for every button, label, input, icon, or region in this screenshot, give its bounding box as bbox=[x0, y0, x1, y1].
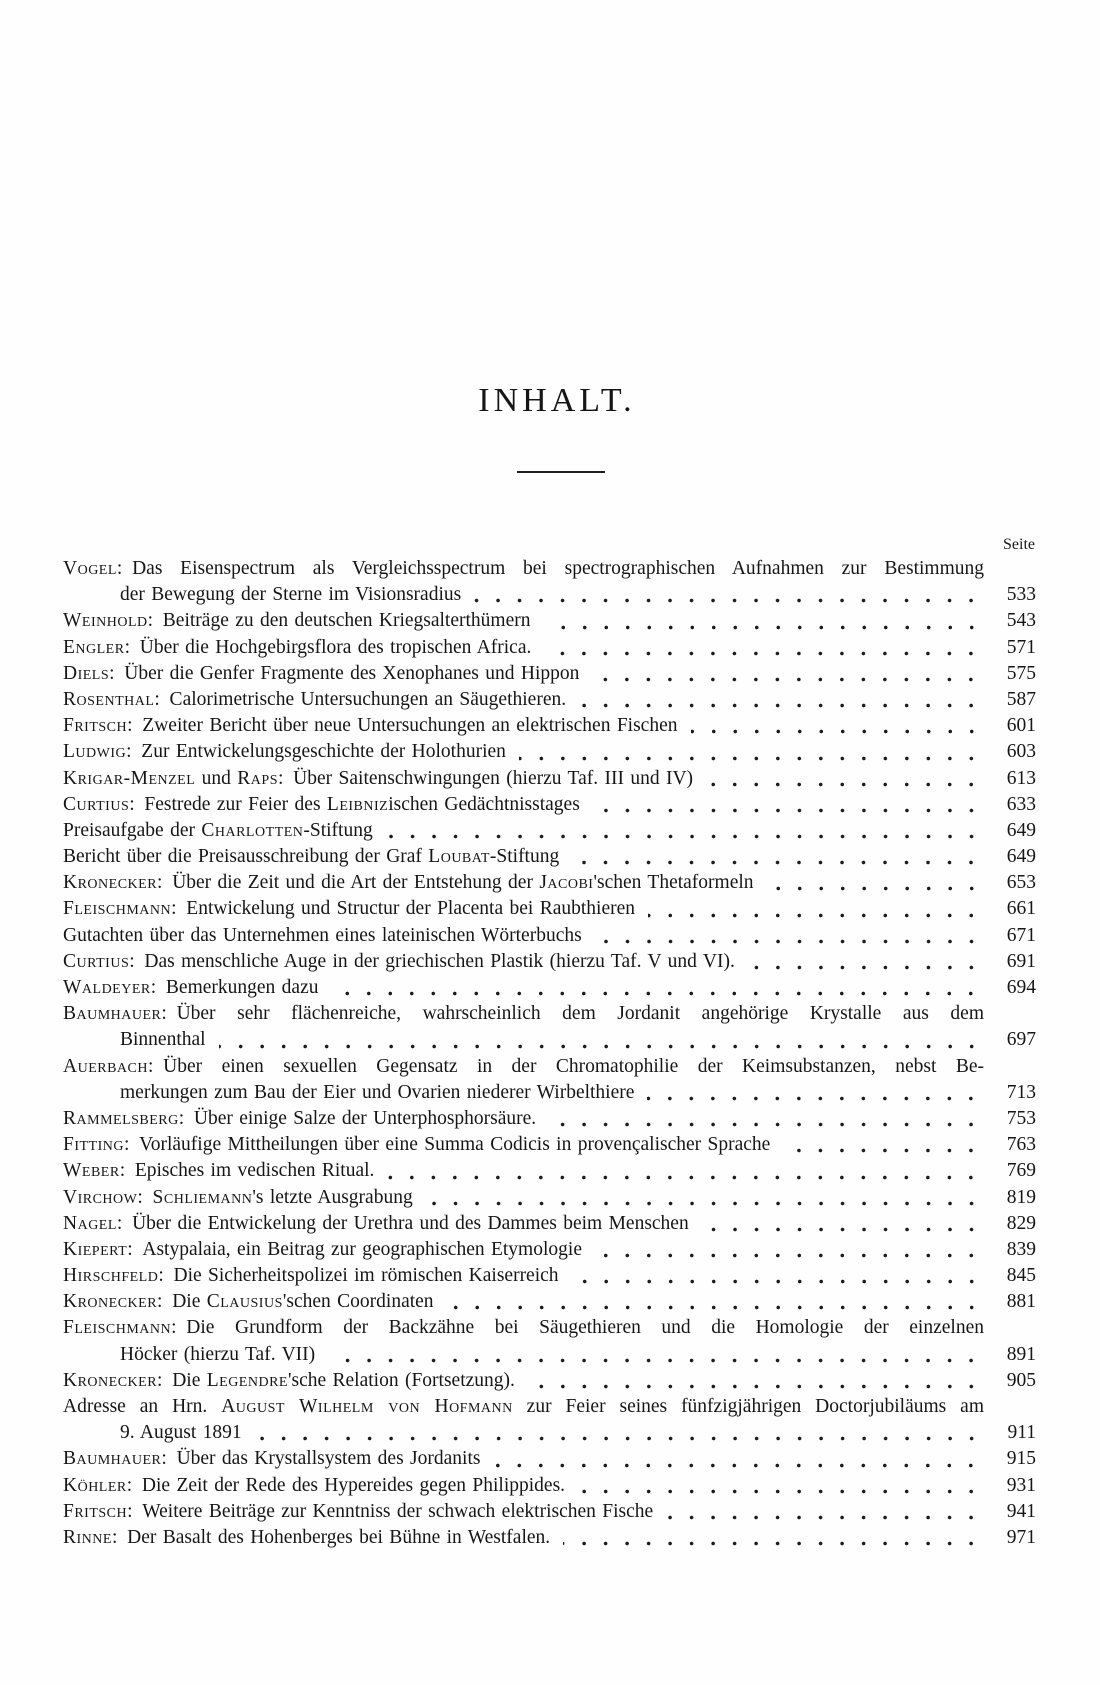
page-number: 753 bbox=[1006, 1107, 1036, 1129]
right-margin-spacer bbox=[984, 1394, 1036, 1420]
entry-name-smallcaps: Weinhold bbox=[63, 610, 148, 632]
toc-line bbox=[63, 687, 1036, 713]
entry-title-text: : Über Saitenschwingungen (hierzu Taf. III und IV) bbox=[278, 767, 694, 789]
entry-title-text: : Die Zeit der Rede des Hypereides gegen Philippides. bbox=[126, 1474, 566, 1496]
dot-leader bbox=[219, 1027, 982, 1053]
dot-leader bbox=[328, 1342, 982, 1368]
entry-text bbox=[63, 1054, 984, 1080]
dot-leader bbox=[647, 1080, 982, 1106]
toc-line bbox=[63, 870, 1036, 896]
toc-line bbox=[63, 844, 1036, 870]
page-number: 845 bbox=[1006, 1265, 1036, 1287]
entry-text bbox=[63, 1473, 565, 1499]
entry-text bbox=[63, 844, 559, 870]
page-number: 649 bbox=[1006, 846, 1036, 868]
entry-text bbox=[63, 1185, 413, 1211]
entry-title-text: 9. August 1891 bbox=[120, 1422, 242, 1444]
toc-line bbox=[63, 1237, 1036, 1263]
entry-name-smallcaps: Kronecker bbox=[63, 1291, 158, 1313]
entry-name-smallcaps: Loubat bbox=[428, 846, 490, 868]
dot-leader bbox=[767, 870, 982, 896]
entry-name-smallcaps: Leibniz bbox=[326, 793, 389, 815]
entry-text bbox=[63, 1315, 984, 1341]
entry-text bbox=[63, 1368, 515, 1394]
entry-text bbox=[63, 556, 984, 582]
dot-leader bbox=[593, 792, 982, 818]
dot-leader bbox=[528, 1368, 982, 1394]
entry-text bbox=[63, 1106, 536, 1132]
toc-line bbox=[63, 1473, 1036, 1499]
entry-title-text: Binnenthal bbox=[120, 1029, 206, 1051]
entry-title-text: : Über das Krystallsystem des Jordanits bbox=[161, 1448, 481, 1470]
toc-line bbox=[63, 1132, 1036, 1158]
entry-name-smallcaps: Curtius bbox=[63, 950, 130, 972]
entry-title-text: : bbox=[137, 1186, 153, 1208]
entry-text bbox=[63, 975, 318, 1001]
entry-title-text: der Bewegung der Sterne im Visionsradius bbox=[120, 584, 462, 606]
toc-line bbox=[63, 1289, 1036, 1315]
entry-title-text: zur Feier seines fünfzigjährigen Doctorjubiläums am bbox=[512, 1396, 984, 1417]
page-number: 671 bbox=[1006, 924, 1036, 946]
entry-name-smallcaps: August Wilhelm von Hofmann bbox=[221, 1396, 513, 1417]
entry-text bbox=[63, 1446, 480, 1472]
entry-text bbox=[120, 1080, 634, 1106]
entry-name-smallcaps: Hirschfeld bbox=[63, 1265, 159, 1287]
page-number: 881 bbox=[1006, 1291, 1036, 1313]
entry-title-text: -Stiftung bbox=[303, 819, 373, 841]
toc-line bbox=[63, 556, 1036, 582]
page-number: 653 bbox=[1006, 872, 1036, 894]
entry-title-text: : Über sehr flächenreiche, wahrscheinlich dem Jordanit angehörige Krystalle aus dem bbox=[161, 1003, 984, 1025]
entry-title-text: : Die Sicherheitspolizei im römischen Kaiserreich bbox=[158, 1265, 559, 1287]
toc-entry-list bbox=[63, 556, 1036, 1551]
toc-line bbox=[63, 1368, 1036, 1394]
dot-leader bbox=[447, 1289, 982, 1315]
toc-line bbox=[63, 1001, 1036, 1027]
dot-leader bbox=[783, 1132, 982, 1158]
entry-name-smallcaps: Schliemann bbox=[152, 1186, 253, 1208]
page-number: 713 bbox=[1006, 1081, 1036, 1103]
toc-line bbox=[63, 739, 1036, 765]
dot-leader bbox=[519, 739, 982, 765]
dot-leader bbox=[544, 635, 982, 661]
toc-line bbox=[63, 1027, 1036, 1053]
entry-name-smallcaps: Ludwig bbox=[63, 741, 127, 763]
toc-line bbox=[63, 1054, 1036, 1080]
entry-title-text: : Festrede zur Feier des bbox=[129, 793, 327, 815]
entry-text bbox=[120, 1027, 206, 1053]
entry-title-text: Bericht über die Preisausschreibung der Graf bbox=[63, 846, 429, 868]
entry-text bbox=[63, 687, 566, 713]
entry-title-text: ischen Gedächtnisstages bbox=[388, 793, 580, 815]
title-divider-rule bbox=[517, 471, 605, 473]
dot-leader bbox=[544, 608, 983, 634]
entry-name-smallcaps: Rinne bbox=[63, 1526, 112, 1548]
toc-line bbox=[63, 661, 1036, 687]
page-number: 691 bbox=[1006, 950, 1036, 972]
entry-name-smallcaps: Clausius bbox=[206, 1291, 283, 1313]
page-number: 905 bbox=[1006, 1369, 1036, 1391]
entry-text bbox=[63, 608, 531, 634]
entry-title-text: : Über die Zeit und die Art der Entstehung der bbox=[157, 872, 540, 894]
toc-line bbox=[63, 1263, 1036, 1289]
entry-title-text: Gutachten über das Unternehmen eines lateinischen Wörterbuchs bbox=[63, 924, 582, 946]
toc-line bbox=[63, 635, 1036, 661]
page-number: 941 bbox=[1006, 1500, 1036, 1522]
entry-name-smallcaps: Fleischmann bbox=[63, 898, 172, 920]
entry-title-text: -Stiftung bbox=[489, 846, 560, 868]
dot-leader bbox=[563, 1525, 982, 1551]
entry-title-text: : Zweiter Bericht über neue Untersuchungen an elektrischen Fischen bbox=[127, 715, 678, 737]
entry-title-text: : Bemerkungen dazu bbox=[150, 977, 319, 998]
page-number: 915 bbox=[1006, 1448, 1036, 1470]
page-number: 613 bbox=[1006, 767, 1036, 789]
dot-leader bbox=[426, 1185, 982, 1211]
entry-name-smallcaps: Jacobi bbox=[539, 872, 594, 894]
entry-text bbox=[63, 1289, 434, 1315]
entry-title-text: 'schen Thetaformeln bbox=[593, 872, 754, 894]
entry-title-text: 'sche Relation (Fortsetzung). bbox=[287, 1369, 515, 1391]
page-number: 839 bbox=[1006, 1238, 1036, 1260]
entry-name-smallcaps: Weber bbox=[63, 1160, 120, 1182]
entry-text bbox=[63, 1499, 653, 1525]
entry-text bbox=[63, 1158, 374, 1184]
page-number: 601 bbox=[1006, 715, 1036, 737]
entry-title-text: Adresse an Hrn. bbox=[63, 1396, 222, 1417]
dot-leader bbox=[572, 844, 982, 870]
entry-title-text: Höcker (hierzu Taf. VII) bbox=[120, 1343, 316, 1365]
page-number: 571 bbox=[1006, 636, 1036, 658]
page-number: 763 bbox=[1006, 1134, 1036, 1156]
entry-name-smallcaps: Engler bbox=[63, 636, 125, 658]
entry-name-smallcaps: Köhler bbox=[63, 1474, 127, 1496]
entry-title-text: : Das menschliche Auge in der griechischen Plastik (hierzu Taf. V und VI). bbox=[129, 950, 735, 972]
entry-text bbox=[63, 1263, 559, 1289]
toc-line bbox=[63, 1106, 1036, 1132]
entry-title-text: : Die bbox=[157, 1291, 207, 1313]
entry-title-text: : Das Eisenspectrum als Vergleichsspectrum bei spectrographischen Aufnahmen zur Bestimmung bbox=[116, 558, 984, 579]
entry-text bbox=[63, 896, 635, 922]
entry-text bbox=[63, 1525, 550, 1551]
page-number: 661 bbox=[1006, 898, 1036, 920]
page-number: 533 bbox=[1006, 584, 1036, 606]
entry-text bbox=[63, 635, 531, 661]
dot-leader bbox=[549, 1106, 982, 1132]
entry-name-smallcaps: Baumhauer bbox=[63, 1448, 162, 1470]
entry-text bbox=[63, 661, 579, 687]
entry-title-text: : Die Grundform der Backzähne bei Säugethieren und die Homologie der einzelnen bbox=[171, 1317, 984, 1339]
entry-title-text: : Episches im vedischen Ritual. bbox=[119, 1160, 375, 1182]
dot-leader bbox=[572, 1263, 982, 1289]
page-number: 575 bbox=[1006, 662, 1036, 684]
entry-title-text: : Astypalaia, ein Beitrag zur geographischen Etymologie bbox=[127, 1238, 582, 1260]
entry-name-smallcaps: Kronecker bbox=[63, 872, 158, 894]
entry-name-smallcaps: Charlotten bbox=[201, 819, 304, 841]
toc-line bbox=[63, 1525, 1036, 1551]
dot-leader bbox=[595, 923, 982, 949]
page-number: 633 bbox=[1006, 793, 1036, 815]
entry-title-text: : Über einen sexuellen Gegensatz in der Chromatophilie der Keimsubstanzen, nebst Be- bbox=[147, 1055, 984, 1077]
toc-line bbox=[63, 923, 1036, 949]
toc-line bbox=[63, 1315, 1036, 1341]
dot-leader bbox=[648, 896, 982, 922]
page-number: 587 bbox=[1006, 688, 1036, 710]
entry-text bbox=[120, 582, 461, 608]
toc-line bbox=[63, 1342, 1036, 1368]
page-number: 649 bbox=[1006, 819, 1036, 841]
page-number: 769 bbox=[1006, 1160, 1036, 1182]
dot-leader bbox=[595, 1237, 982, 1263]
dot-leader bbox=[706, 766, 982, 792]
entry-name-smallcaps: Legendre bbox=[206, 1369, 288, 1391]
toc-line bbox=[63, 949, 1036, 975]
dot-leader bbox=[386, 818, 982, 844]
entry-name-smallcaps: Virchow bbox=[63, 1186, 138, 1208]
dot-leader bbox=[592, 661, 982, 687]
entry-text bbox=[120, 1342, 315, 1368]
toc-line bbox=[63, 896, 1036, 922]
entry-title-text: 'schen Coordinaten bbox=[282, 1291, 434, 1313]
toc-line bbox=[63, 792, 1036, 818]
entry-title-text: : Über die Entwickelung der Urethra und des Dammes beim Menschen bbox=[116, 1212, 689, 1234]
dot-leader bbox=[578, 1473, 982, 1499]
entry-text bbox=[63, 1237, 582, 1263]
entry-text bbox=[63, 1001, 984, 1027]
dot-leader bbox=[702, 1211, 982, 1237]
entry-name-smallcaps: Kronecker bbox=[63, 1369, 158, 1391]
dot-leader bbox=[493, 1446, 982, 1472]
toc-line bbox=[63, 713, 1036, 739]
dot-leader bbox=[579, 687, 982, 713]
entry-name-smallcaps: Fritsch bbox=[63, 715, 128, 737]
entry-title-text: : Zur Entwickelungsgeschichte der Holothurien bbox=[126, 741, 506, 763]
page-number: 543 bbox=[1006, 610, 1036, 632]
entry-text bbox=[63, 870, 754, 896]
entry-text bbox=[63, 818, 373, 844]
entry-name-smallcaps: Raps bbox=[237, 767, 278, 789]
entry-text bbox=[63, 949, 735, 975]
entry-title-text: : Beiträge zu den deutschen Kriegsalterthümern bbox=[147, 610, 531, 632]
page-number: 694 bbox=[1006, 977, 1036, 998]
entry-name-smallcaps: Rammelsberg bbox=[63, 1107, 179, 1129]
page-number: 819 bbox=[1006, 1186, 1036, 1208]
entry-text bbox=[63, 923, 582, 949]
entry-name-smallcaps: Rosenthal bbox=[63, 688, 155, 710]
entry-title-text: : Über die Hochgebirgsflora des tropischen Africa. bbox=[124, 636, 532, 658]
toc-line bbox=[63, 1446, 1036, 1472]
entry-title-text: Preisaufgabe der bbox=[63, 819, 202, 841]
entry-title-text: : Entwickelung und Structur der Placenta bei Raubthieren bbox=[171, 898, 635, 920]
entry-title-text: : Weitere Beiträge zur Kenntniss der schwach elektrischen Fische bbox=[127, 1500, 654, 1522]
toc-line bbox=[63, 1211, 1036, 1237]
dot-leader bbox=[666, 1499, 982, 1525]
page-number: 971 bbox=[1006, 1526, 1036, 1548]
entry-text bbox=[63, 1211, 689, 1237]
right-margin-spacer bbox=[984, 556, 1036, 582]
entry-title-text: : Über einige Salze der Unterphosphorsäure. bbox=[178, 1107, 537, 1129]
entry-name-smallcaps: Auerbach bbox=[63, 1055, 148, 1077]
entry-name-smallcaps: Waldeyer bbox=[63, 977, 151, 998]
entry-title-text: : Die bbox=[157, 1369, 207, 1391]
entry-text bbox=[63, 1394, 984, 1420]
toc-line bbox=[63, 1080, 1036, 1106]
right-margin-spacer bbox=[984, 1001, 1036, 1027]
dot-leader bbox=[331, 975, 982, 1001]
toc-line bbox=[63, 818, 1036, 844]
entry-name-smallcaps: Curtius bbox=[63, 793, 130, 815]
page-number: 697 bbox=[1006, 1029, 1036, 1051]
toc-line bbox=[63, 1394, 1036, 1420]
page-number: 891 bbox=[1006, 1343, 1036, 1365]
toc-line bbox=[63, 1185, 1036, 1211]
toc-line bbox=[63, 766, 1036, 792]
entry-title-text: 's letzte Ausgrabung bbox=[252, 1186, 413, 1208]
entry-text bbox=[120, 1420, 242, 1446]
dot-leader bbox=[474, 582, 982, 608]
toc-line bbox=[63, 582, 1036, 608]
page-number: 911 bbox=[1007, 1422, 1036, 1444]
page-number: 829 bbox=[1006, 1212, 1036, 1234]
right-margin-spacer bbox=[984, 1315, 1036, 1341]
dot-leader bbox=[691, 713, 983, 739]
right-margin-spacer bbox=[984, 1054, 1036, 1080]
entry-title-text: : Calorimetrische Untersuchungen an Säugethieren. bbox=[154, 688, 567, 710]
entry-name-smallcaps: Nagel bbox=[63, 1212, 117, 1234]
entry-name-smallcaps: Fitting bbox=[63, 1134, 124, 1156]
toc-line bbox=[63, 1420, 1036, 1446]
entry-text bbox=[63, 713, 678, 739]
dot-leader bbox=[387, 1158, 982, 1184]
entry-title-text: merkungen zum Bau der Eier und Ovarien niederer Wirbelthiere bbox=[120, 1081, 635, 1103]
toc-line bbox=[63, 608, 1036, 634]
entry-title-text: und bbox=[195, 767, 238, 789]
entry-title-text: : Der Basalt des Hohenberges bei Bühne in Westfalen. bbox=[111, 1526, 551, 1548]
entry-name-smallcaps: Baumhauer bbox=[63, 1003, 162, 1025]
dot-leader bbox=[748, 949, 982, 975]
toc-line bbox=[63, 1499, 1036, 1525]
entry-title-text: : Vorläufige Mittheilungen über eine Summa Codicis in provençalischer Sprache bbox=[124, 1134, 771, 1156]
page-title: INHALT. bbox=[478, 382, 636, 419]
entry-text bbox=[63, 792, 580, 818]
page-number: 603 bbox=[1006, 741, 1036, 763]
page-number: 931 bbox=[1006, 1474, 1036, 1496]
entry-name-smallcaps: Diels bbox=[63, 662, 110, 684]
dot-leader bbox=[255, 1420, 982, 1446]
entry-name-smallcaps: Fleischmann bbox=[63, 1317, 172, 1339]
entry-name-smallcaps: Kiepert bbox=[63, 1238, 128, 1260]
entry-text bbox=[63, 766, 693, 792]
toc-line bbox=[63, 1158, 1036, 1184]
entry-name-smallcaps: Fritsch bbox=[63, 1500, 128, 1522]
table-of-contents bbox=[63, 536, 1036, 1551]
entry-text bbox=[63, 1132, 770, 1158]
entry-text bbox=[63, 739, 506, 765]
entry-name-smallcaps: Krigar-Menzel bbox=[63, 767, 196, 789]
toc-line bbox=[63, 975, 1036, 1001]
column-header-seite: Seite bbox=[1003, 536, 1035, 553]
entry-name-smallcaps: Vogel bbox=[63, 558, 117, 579]
entry-title-text: : Über die Genfer Fragmente des Xenophanes und Hippon bbox=[109, 662, 580, 684]
